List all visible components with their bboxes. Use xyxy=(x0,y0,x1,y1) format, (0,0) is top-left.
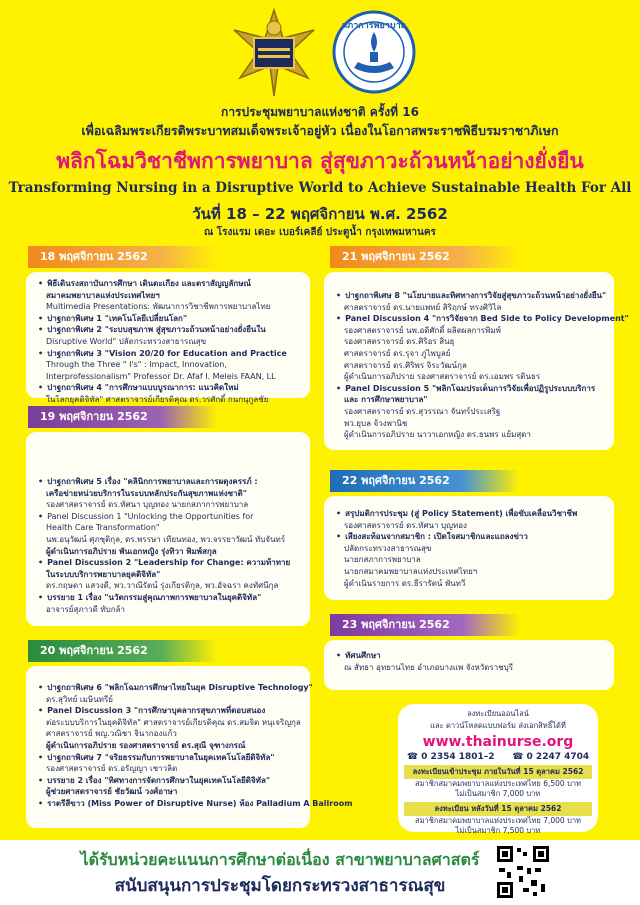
schedule-line: • เสียงสะท้อนจากสมาชิก : เปิดใจสมาชิกและแถลงข่าว xyxy=(336,531,606,543)
schedule-line: รองศาสตราจารย์ ดร.ทัศนา บุญทอง นายกสภาการพยาบาล xyxy=(46,500,249,510)
schedule-line: • บรรยาย 1 เรื่อง "นวัตกรรมสู่คุณภาพการพยาบาลในยุคดิจิทัล" xyxy=(38,592,302,604)
schedule-line: • ปาฐกถาพิเศษ 3 "Vision 20/20 for Education and Practice xyxy=(38,348,302,360)
nursing-council-seal-icon xyxy=(332,10,416,94)
day-19-tab: 19 พฤศจิกายน 2562 xyxy=(28,406,218,428)
schedule-line: • ปาฐกถาพิเศษ 5 เรื่อง "คลินิกการพยาบาลและการผดุงครรภ์ : xyxy=(38,476,302,488)
schedule-line: อาจารย์สุภาวดี ทับกล้า xyxy=(46,604,125,614)
schedule-line: รองศาสตราจารย์ ดร.อรัญญา เชาวลิต xyxy=(46,764,178,774)
schedule-line: • Panel Discussion 3 "การศึกษาบุคลากรสุขภาพที่ตอบสนอง xyxy=(38,705,302,717)
registration-box xyxy=(398,704,598,835)
day-19-card xyxy=(26,432,310,626)
schedule-line: รองศาสตราจารย์ ดร.ศิริอร สินธุ xyxy=(344,337,455,347)
schedule-line: รองศาสตราจารย์ ดร.ทัศนา บุญทอง xyxy=(344,520,467,530)
fax-icon: ☎ xyxy=(512,752,527,762)
schedule-line: Multimedia Presentations: พัฒนาการวิชาชีพการพยาบาลไทย xyxy=(46,302,271,312)
schedule-line: ศาสตราจารย์ พญ.วณิชา จินากองแก้ว xyxy=(46,729,177,739)
qr-code-icon[interactable] xyxy=(495,844,551,900)
schedule-line: นายกสมาคมพยาบาลแห่งประเทศไทยฯ xyxy=(344,566,478,576)
conference-theme-thai: พลิกโฉมวิชาชีพการพยาบาล สู่สุขภาวะถ้วนหน้าอย่างยั่งยืน xyxy=(56,149,584,173)
schedule-line: ดร.สุวิทย์ เมษินทรีย์ xyxy=(46,694,113,704)
logo-area xyxy=(0,4,640,100)
schedule-line: ผู้ดำเนินการอภิปราย นาวาเอกหญิง ดร.ธนพร แย้มสุดา xyxy=(344,430,531,440)
schedule-line: • ปาฐกถาพิเศษ 1 "เทคโนโลยีเปลี่ยนโลก" xyxy=(38,313,302,325)
schedule-line: Health Care Transformation" xyxy=(46,523,160,533)
day-21-tab: 21 พฤศจิกายน 2562 xyxy=(330,246,520,268)
schedule-line: Interprofessionalism" Professor Dr. Afaf I. Meleis FAAN, LL xyxy=(46,371,276,381)
registration-link[interactable]: www.thainurse.org xyxy=(422,734,574,750)
late-nonmember-fee: ไม่เป็นสมาชิก 7,500 บาท xyxy=(455,826,541,835)
schedule-line: • Panel Discussion 5 "พลิกโฉมประเด็นการวิจัยเพื่อปฏิรูประบบบริการ xyxy=(336,383,606,395)
schedule-line: ศาสตราจารย์ ดร.นายแพทย์ สิริฤกษ์ ทรงศิวิไล xyxy=(344,302,502,312)
schedule-line: Disruptive World" ปลัดกระทรวงสาธารณสุข xyxy=(46,336,207,346)
late-registration-band: ลงทะเบียน หลังวันที่ 15 ตุลาคม 2562 xyxy=(404,802,592,816)
seal-text: สภาการพยาบาล xyxy=(341,21,407,31)
schedule-line: ต่อระบบบริการในยุคดิจิทัล" ศาสตราจารย์เกียรติคุณ ดร.สมจิต หนุเจริญกุล xyxy=(46,717,301,727)
schedule-line: ผู้ดำเนินการอภิปราย รองศาสตราจารย์ ดร.เอมพร รตินธร xyxy=(344,372,541,382)
registration-download-label: และ ดาวน์โหลดแบบฟอร์ม ส่งเอกสิทธิ์ได้ที่ xyxy=(430,721,566,730)
early-nonmember-fee: ไม่เป็นสมาชิก 7,000 บาท xyxy=(455,789,541,798)
schedule-line: เครือข่ายหน่วยบริการในระบบหลักประกันสุขภาพแห่งชาติ" xyxy=(46,488,247,498)
schedule-line: • ปาฐกถาพิเศษ 4 "การศึกษาแบบบูรณาการ: แนวคิดใหม่ xyxy=(38,382,302,394)
schedule-line: • ทัศนศึกษา xyxy=(336,650,606,662)
registration-online-label: ลงทะเบียนออนไลน์ xyxy=(467,709,529,718)
day-20-card xyxy=(26,666,353,828)
schedule-line: สมาคมพยาบาลแห่งประเทศไทยฯ xyxy=(46,290,160,300)
schedule-line: • ปาฐกถาพิเศษ 7 "จริยธรรมกับการพยาบาลในยุคเทคโนโลยีดิจิทัล" xyxy=(38,752,302,764)
day-22-tab: 22 พฤศจิกายน 2562 xyxy=(330,470,520,492)
schedule-line: Through the Three " I's" : Impact, Innovation, xyxy=(46,360,227,370)
schedule-line: ศาสตราจารย์ ดร.รุจา ภู่ไพบูลย์ xyxy=(344,348,451,358)
day-20-tab: 20 พฤศจิกายน 2562 xyxy=(28,640,218,662)
day-21-card xyxy=(324,272,629,450)
schedule-line: • Panel Discussion 1 "Unlocking the Opportunities for xyxy=(38,511,302,523)
schedule-line: ผู้ดำเนินรายการ ดร.ธีรารัตน์ พันทวี xyxy=(344,578,466,588)
schedule-line: • ปาฐกถาพิเศษ 8 "นโยบายและทิศทางการวิจัยสู่สุขภาวะถ้วนหน้าอย่างยั่งยืน" xyxy=(336,290,606,302)
schedule-line: และ การศึกษาพยาบาล" xyxy=(344,395,428,405)
day-22-card xyxy=(324,496,614,600)
schedule-line: รองศาสตราจารย์ ดร.สุวรรณา จันทร์ประเสริฐ xyxy=(344,406,501,416)
schedule-line: ผู้ช่วยศาสตราจารย์ ชัยวัฒน์ วงศ์อาษา xyxy=(46,787,178,797)
schedule-line: • Panel Discussion 4 "การวิจัยจาก Bed Side to Policy Development" xyxy=(336,313,606,325)
phone-icon: ☎ xyxy=(406,752,422,762)
schedule-line: • บรรยาย 2 เรื่อง "ทิศทางการจัดการศึกษาในยุคเทคโนโลยีดิจิทัล" xyxy=(38,775,302,787)
footer-support-text: สนับสนุนการประชุมโดยกระทรวงสาธารณสุข xyxy=(114,876,446,896)
phone-number-1: ☎ 0 2354 1801–2 xyxy=(406,752,495,762)
schedule-line: นพ.อนุวัฒน์ ศุภชุติกุล, ดร.พรรษา เทียนทอง, พว.จรรยาวัฒน์ ทับจันทร์ xyxy=(46,534,286,544)
day-23-card xyxy=(324,640,614,690)
footer xyxy=(0,840,640,905)
association-emblem-icon xyxy=(228,8,320,98)
conference-venue: ณ โรงแรม เดอะ เบอร์เคลีย์ ประตูน้ำ กรุงเทพมหานคร xyxy=(204,227,436,238)
schedule-line: รองศาสตราจารย์ นพ.อดิศักดิ์ ผลิตผลการพิมพ์ xyxy=(344,325,501,335)
schedule-line: นายกสภาการพยาบาล xyxy=(344,555,421,565)
schedule-line: ณ สัทธา อุทยานไทย อำเภอบางแพ จังหวัดราชบุรี xyxy=(344,662,513,672)
phone-row xyxy=(398,752,598,762)
schedule-line: • ราตรีสีขาว (Miss Power of Disruptive Nurse) ห้อง Palladium A Ballroom xyxy=(38,798,302,810)
schedule-line: ศาสตราจารย์ ดร.ศิริพร จิระวัฒน์กุล xyxy=(344,360,467,370)
day-18-card xyxy=(26,272,310,404)
conference-theme-english: Transforming Nursing in a Disruptive World to Achieve Sustainable Health For All xyxy=(8,180,632,196)
phone-number-2: ☎ 0 2247 4704 xyxy=(512,752,590,762)
schedule-line: ในโลกยุคดิจิทัล" ศาสตราจารย์เกียรติคุณ ดร.วรศักดิ์ กนกนุกูลชัย xyxy=(46,394,269,404)
footer-credit-text: ได้รับหน่วยคะแนนการศึกษาต่อเนื่อง สาขาพยาบาลศาสตร์ xyxy=(80,850,480,869)
schedule-line: ผู้ดำเนินการอภิปราย พันเอกหญิง รุ่งทิวา พิมพ์สกุล xyxy=(46,546,217,556)
schedule-line: • Panel Discussion 2 "Leadership for Change: ความท้าทาย xyxy=(38,557,302,569)
conference-title: การประชุมพยาบาลแห่งชาติ ครั้งที่ 16 xyxy=(221,105,419,119)
schedule-line: ในระบบบริการพยาบาลยุคดิจิทัล" xyxy=(46,569,161,579)
conference-date: วันที่ 18 – 22 พฤศจิกายน พ.ศ. 2562 xyxy=(192,205,448,223)
schedule-line: • ปาฐกถาพิเศษ 2 "ระบบสุขภาพ สู่สุขภาวะถ้วนหน้าอย่างยั่งยืนใน xyxy=(38,324,302,336)
schedule-line: ปลัดกระทรวงสาธารณสุข xyxy=(344,543,432,553)
schedule-line: ดร.กฤษดา แสวงดี, พว.วาณีรัตน์ รุ่งเกียรติกุล, พว.อัจฉรา คงทัศนีกุล xyxy=(46,581,279,591)
day-18-tab: 18 พฤศจิกายน 2562 xyxy=(28,246,218,268)
early-registration-band: ลงทะเบียนเข้าประชุม ภายในวันที่ 15 ตุลาคม 2562 xyxy=(404,765,592,779)
late-member-fee: สมาชิกสมาคมพยาบาลแห่งประเทศไทย 7,000 บาท xyxy=(415,816,581,825)
schedule-line: • ปาฐกถาพิเศษ 6 "พลิกโฉมการศึกษาไทยในยุค Disruptive Technology" xyxy=(38,682,302,694)
schedule-line: • สรุปมติการประชุม (สู่ Policy Statement) เพื่อขับเคลื่อนวิชาชีพ xyxy=(336,508,606,520)
schedule-line: พว.ยุบล จ้วงพานิช xyxy=(344,418,408,428)
early-member-fee: สมาชิกสมาคมพยาบาลแห่งประเทศไทย 6,500 บาท xyxy=(415,779,581,788)
conference-dedication: เพื่อเฉลิมพระเกียรติพระบาทสมเด็จพระเจ้าอยู่หัว เนื่องในโอกาสพระราชพิธีบรมราชาภิเษก xyxy=(81,123,559,138)
schedule-line: ผู้ดำเนินการอภิปราย รองศาสตราจารย์ ดร.สุณี จุฑางกรณ์ xyxy=(46,740,246,750)
schedule-line: • พิธีเดินรงสถาบันการศึกษา เดินตะเกียง และตราสัญญลักษณ์ xyxy=(38,278,302,290)
day-23-tab: 23 พฤศจิกายน 2562 xyxy=(330,614,520,636)
